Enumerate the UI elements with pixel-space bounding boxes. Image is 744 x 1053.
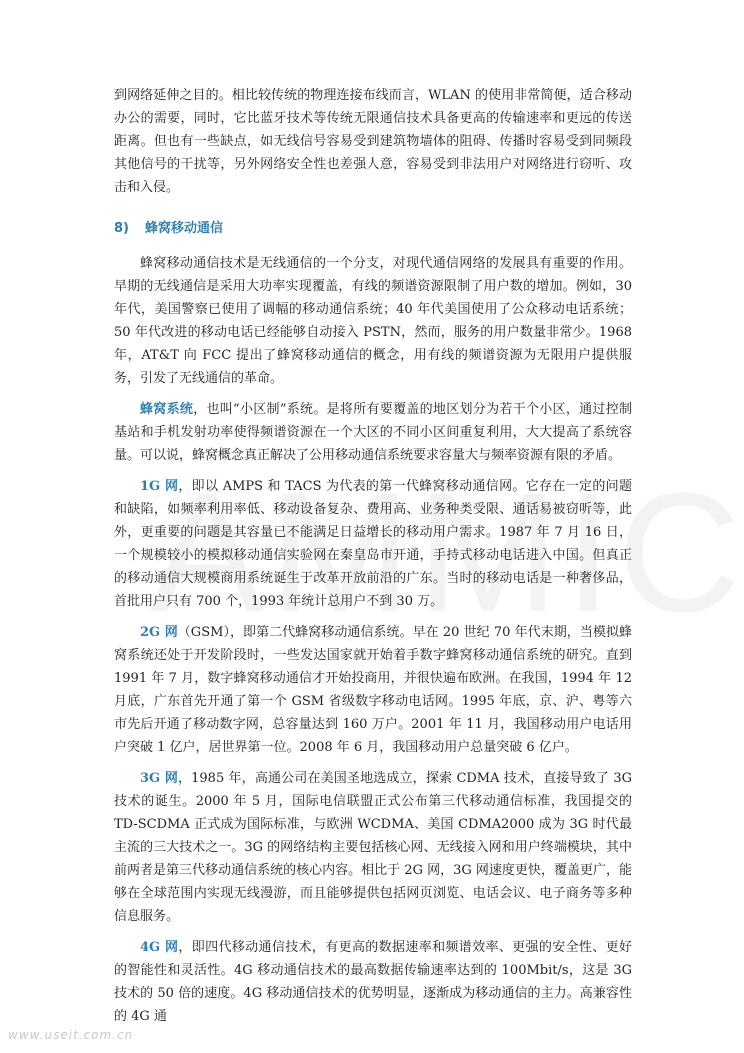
paragraph-1g [114,475,632,613]
term-4g: 4G 网 [140,940,179,955]
section-title: 蜂窝移动通信 [145,221,224,236]
text-cellular-system: ，也叫“小区制”系统。是将所有要覆盖的地区划分为若干个小区，通过控制基站和手机发射功率使得频谱资源在一个大区的不同小区间重复利用，大大提高了系统容量。可以说，蜂窝概念真正解决了公用移动通信系统要求容量大与频率资源有限的矛盾。 [114,402,632,463]
paragraph-cellular-system [114,398,632,467]
text-1g: ，即以 AMPS 和 TACS 为代表的第一代蜂窝移动通信网。它存在一定的问题和缺陷，如频率利用率低、移动设备复杂、费用高、业务种类受限、通话易被窃听等，此外，更重要的问题是其容量已不能满足日益增长的移动用户需求。1987 年 7 月 16 日，一个规模较小的模拟移动通信实验网在秦皇岛市开通，手持式移动电话进入中国。但真正的移动通信大规模商用系统诞生于改革开放前沿的广东。当时的移动电话是一种奢侈品，首批用户只有 700 个，1993 年统计总用户不到 30 万。 [114,479,632,609]
text-2g: （GSM），即第二代蜂窝移动通信系统。早在 20 世纪 70 年代末期，当模拟蜂窝系统还处于开发阶段时，一些发达国家就开始着手数字蜂窝移动通信系统的研究。直到 1991 年 7 月，数字蜂窝移动通信才开始投商用，并很快遍布欧洲。在我国，1994 年 12 月底，广东首先开通了第一个 GSM 省级数字移动电话网。1995 年底，京、沪、粤等六市先后开通了移动数字网，总容量达到 160 万户。2001 年 11 月，我国移动用户电话用户突破 1 亿户，居世界第一位。2008 年 6 月，我国移动用户总量突破 6 亿户。 [114,625,632,755]
footer-url: www.useit.com.cn [8,1028,134,1042]
term-3g: 3G 网 [140,771,178,786]
term-2g: 2G 网 [140,625,178,640]
text-3g: ，1985 年，高通公司在美国圣地选成立，探索 CDMA 技术，直接导致了 3G 技术的诞生。2000 年 5 月，国际电信联盟正式公布第三代移动通信标准，我国提交的 TD-SCDMA 正式成为国际标准，与欧洲 WCDMA、美国 CDMA2000 成为 3G 时代最主流的三大技术之一。3G 的网络结构主要包括核心网、无线接入网和用户终端模块，其中前两者是第三代移动通信系统的核心内容。相比于 2G 网，3G 网速度更快，覆盖更广，能够在全球范围内实现无线漫游，而且能够提供包括网页浏览、电话会议、电子商务等多种信息服务。 [114,771,632,924]
term-1g: 1G 网 [140,479,179,494]
section-number: 8) [114,221,129,236]
paragraph-4g [114,936,632,1028]
paragraph-cellular: 蜂窝移动通信技术是无线通信的一个分支，对现代通信网络的发展具有重要的作用。早期的无线通信是采用大功率实现覆盖，有线的频谱资源限制了用户数的增加。例如，30 年代，美国警察已使用了调幅的移动通信系统；40 年代美国使用了公众移动电话系统；50 年代改进的移动电话已经能够自动接入 PSTN，然而，服务的用户数量非常少。1968 年，AT&T 向 FCC 提出了蜂窝移动通信的概念，用有线的频谱资源为无限用户提供服务，引发了无线通信的革命。 [114,256,632,386]
section-heading-cellular [114,219,632,239]
paragraph-2g [114,621,632,759]
text-4g: ，即四代移动通信技术，有更高的数据速率和频谱效率、更强的安全性、更好的智能性和灵活性。4G 移动通信技术的最高数据传输速率达到的 100Mbit/s，这是 3G 技术的 50 倍的速度。4G 移动通信技术的优势明显，逐渐成为移动通信的主力。高兼容性的 4G 通 [114,940,632,1024]
document-body [114,84,632,1036]
paragraph-3g [114,767,632,928]
term-cellular-system: 蜂窝系统 [140,402,194,417]
paragraph-wlan: 到网络延伸之目的。相比较传统的物理连接布线而言，WLAN 的使用非常简便，适合移动办公的需要，同时，它比蓝牙技术等传统无限通信技术具备更高的传输速率和更远的传送距离。但也有一些缺点，如无线信号容易受到建筑物墙体的阻碍、传播时容易受到同频段其他信号的干扰等，另外网络安全性也差强人意，容易受到非法用户对网络进行窃听、攻击和入侵。 [114,88,632,195]
